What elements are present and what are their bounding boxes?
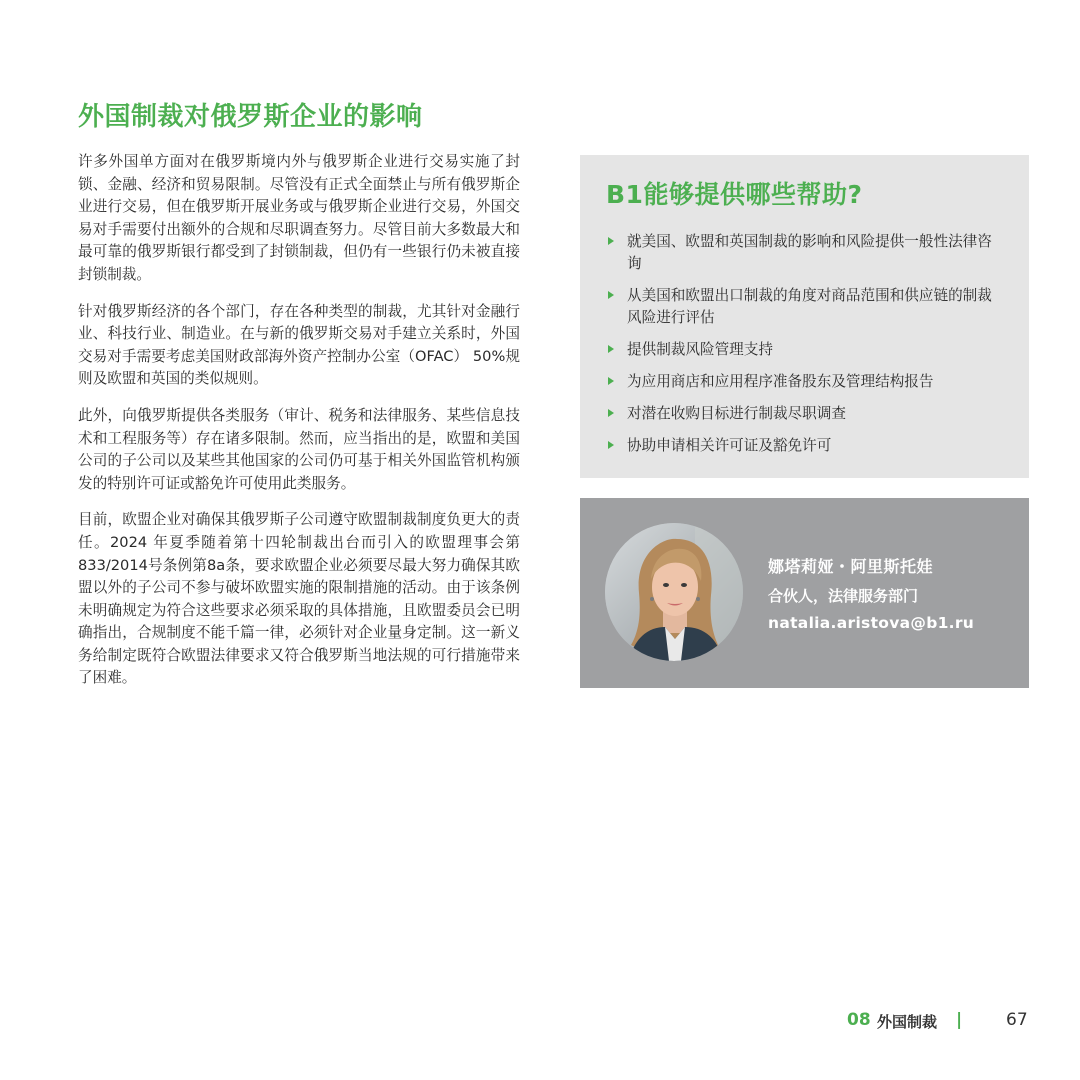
triangle-bullet-icon	[608, 377, 614, 385]
page-number: 67	[1006, 1010, 1028, 1030]
help-item-text: 协助申请相关许可证及豁免许可	[627, 437, 832, 454]
help-item-text: 就美国、欧盟和英国制裁的影响和风险提供一般性法律咨询	[627, 233, 992, 272]
footer-chapter-number: 08	[847, 1010, 871, 1030]
help-item-text: 提供制裁风险管理支持	[627, 341, 773, 358]
page-title: 外国制裁对俄罗斯企业的影响	[78, 102, 423, 132]
contact-email[interactable]: natalia.aristova@b1.ru	[768, 614, 975, 632]
help-box	[580, 155, 1029, 478]
help-item	[606, 371, 1003, 393]
paragraph-4: 目前，欧盟企业对确保其俄罗斯子公司遵守欧盟制裁制度负更大的责任。2024 年夏季随着第十四轮制裁出台而引入的欧盟理事会第833/2014号条例第8a条，要求欧盟企业必须要尽最大努力确保其欧盟以外的子公司不参与破坏欧盟实施的限制措施的活动。由于该条例未明确规定为符合这些要求必须采取的具体措施，且欧盟委员会已明确指出，合规制度不能千篇一律，必须针对企业量身定制。这一新义务给制定既符合欧盟法律要求又符合俄罗斯当地法规的可行措施带来了困难。	[78, 511, 520, 687]
person-portrait-icon	[605, 523, 743, 661]
footer-chapter-name: 外国制裁	[877, 1013, 938, 1031]
contact-card	[580, 498, 1029, 688]
triangle-bullet-icon	[608, 345, 614, 353]
help-item	[606, 339, 1003, 361]
page-footer	[0, 1010, 1080, 1034]
article-body	[78, 151, 520, 704]
help-item-text: 对潜在收购目标进行制裁尽职调查	[627, 405, 846, 422]
help-item-text: 为应用商店和应用程序准备股东及管理结构报告	[627, 373, 934, 390]
contact-name: 娜塔莉娅・阿里斯托娃	[768, 557, 934, 576]
help-item	[606, 403, 1003, 425]
help-item-text: 从美国和欧盟出口制裁的角度对商品范围和供应链的制裁风险进行评估	[627, 287, 992, 326]
help-item	[606, 285, 1003, 329]
contact-role: 合伙人，法律服务部门	[768, 587, 919, 605]
paragraph-1: 许多外国单方面对在俄罗斯境内外与俄罗斯企业进行交易实施了封锁、金融、经济和贸易限制。尽管没有正式全面禁止与所有俄罗斯企业进行交易，但在俄罗斯开展业务或与俄罗斯企业进行交易，外国交易对手需要付出额外的合规和尽职调查努力。尽管目前大多数最大和最可靠的俄罗斯银行都受到了封锁制裁，但仍有一些银行仍未被直接封锁制裁。	[78, 153, 520, 283]
help-item	[606, 231, 1003, 275]
contact-info	[768, 554, 974, 632]
help-item	[606, 435, 1003, 457]
paragraph-2: 针对俄罗斯经济的各个部门，存在各种类型的制裁，尤其针对金融行业、科技行业、制造业。在与新的俄罗斯交易对手建立关系时，外国交易对手需要考虑美国财政部海外资产控制办公室（OFAC） 50%规则及欧盟和英国的类似规则。	[78, 302, 520, 388]
avatar	[605, 523, 743, 661]
triangle-bullet-icon	[608, 291, 614, 299]
triangle-bullet-icon	[608, 441, 614, 449]
help-title: B1能够提供哪些帮助?	[606, 180, 863, 209]
paragraph-3: 此外，向俄罗斯提供各类服务（审计、税务和法律服务、某些信息技术和工程服务等）存在诸多限制。然而，应当指出的是，欧盟和美国公司的子公司以及某些其他国家的公司仍可基于相关外国监管机构颁发的特别许可证或豁免许可使用此类服务。	[78, 406, 520, 492]
triangle-bullet-icon	[608, 237, 614, 245]
help-list	[606, 231, 1003, 457]
footer-separator: |	[956, 1010, 963, 1030]
triangle-bullet-icon	[608, 409, 614, 417]
